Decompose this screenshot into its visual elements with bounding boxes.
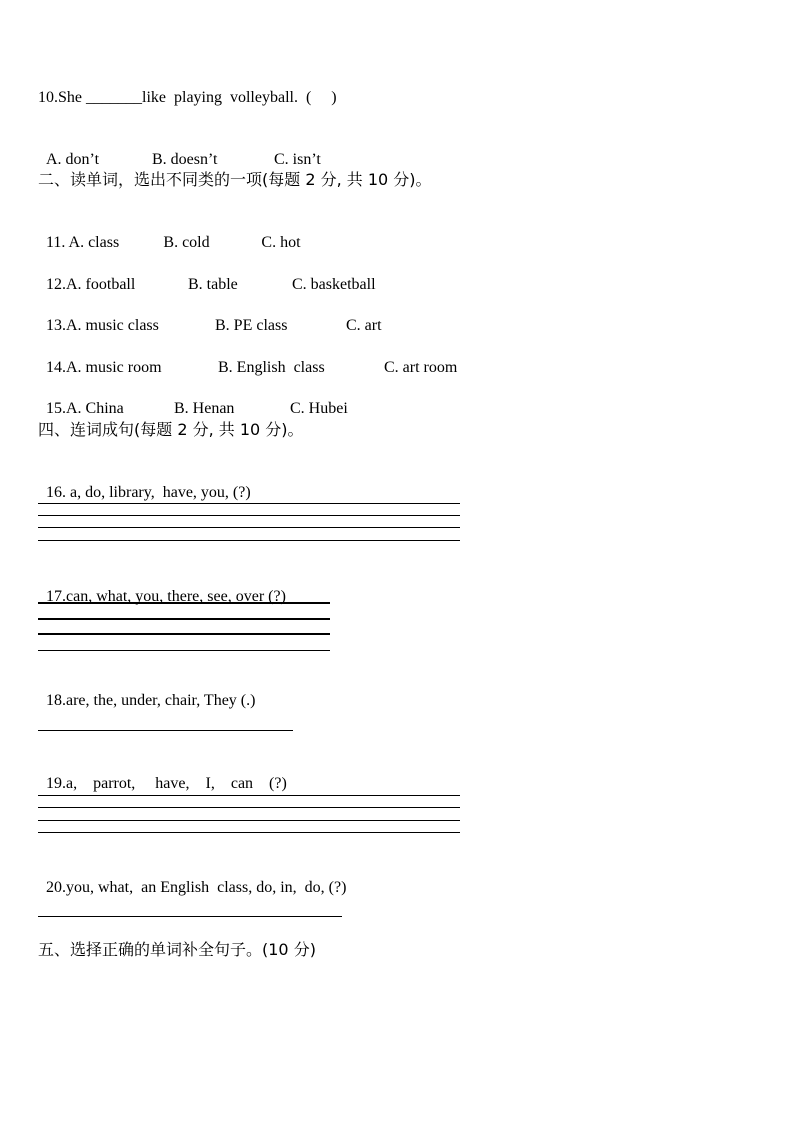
question-number: 12	[46, 276, 62, 293]
answer-line[interactable]	[38, 795, 460, 796]
answer-line[interactable]	[38, 650, 330, 651]
question-number: 11	[46, 234, 62, 251]
option-c: C. isn’t	[274, 151, 321, 168]
option-a: . A. class	[61, 234, 120, 251]
option-a: A. don’t	[46, 151, 100, 168]
option-b: B. English class	[218, 359, 325, 376]
question-12	[38, 255, 376, 295]
section-5-heading: 五、选择正确的单词补全句子。(10 分)	[38, 940, 316, 959]
question-18	[38, 671, 255, 711]
option-a: .A. China	[62, 400, 124, 417]
option-a: .A. music room	[62, 359, 162, 376]
scrambled-words: .can, what, you, there, see, over (?)	[62, 588, 286, 605]
option-b: B. Henan	[174, 400, 235, 417]
answer-line[interactable]	[38, 832, 460, 833]
question-17	[38, 567, 286, 607]
option-a: .A. music class	[62, 317, 159, 334]
answer-line[interactable]	[38, 515, 460, 516]
answer-line[interactable]	[38, 730, 293, 731]
answer-line[interactable]	[38, 540, 460, 541]
option-b: B. cold	[163, 234, 210, 251]
option-c: C. hot	[261, 234, 301, 251]
scrambled-words: .you, what, an English class, do, in, do, (?)	[62, 879, 347, 896]
answer-line[interactable]	[38, 527, 460, 528]
scrambled-words: . a, do, library, have, you, (?)	[62, 484, 251, 501]
scrambled-words: .are, the, under, chair, They (.)	[62, 692, 256, 709]
answer-line[interactable]	[38, 916, 342, 917]
question-14	[38, 338, 457, 378]
question-13	[38, 296, 382, 336]
question-19	[38, 754, 287, 794]
question-number: 13	[46, 317, 62, 334]
question-15	[38, 379, 348, 419]
question-10-options	[38, 130, 321, 170]
answer-line[interactable]	[38, 807, 460, 808]
option-c: C. art room	[384, 359, 458, 376]
question-10-stem: 10.She _______like playing volleyball. ( )	[38, 89, 337, 106]
answer-line[interactable]	[38, 602, 330, 604]
option-b: B. table	[188, 276, 238, 293]
question-11	[38, 213, 301, 253]
question-16	[38, 463, 251, 503]
option-a: .A. football	[62, 276, 136, 293]
question-number: 16	[46, 484, 62, 501]
question-number: 17	[46, 588, 62, 605]
option-b: B. PE class	[215, 317, 288, 334]
question-number: 18	[46, 692, 62, 709]
option-b: B. doesn’t	[152, 151, 218, 168]
answer-line[interactable]	[38, 820, 460, 821]
scrambled-words: .a, parrot, have, I, can (?)	[62, 775, 287, 792]
question-number: 19	[46, 775, 62, 792]
question-number: 15	[46, 400, 62, 417]
section-4-heading: 四、连词成句(每题 2 分, 共 10 分)。	[38, 420, 304, 439]
section-2-heading: 二、读单词，选出不同类的一项(每题 2 分, 共 10 分)。	[38, 170, 432, 189]
answer-line[interactable]	[38, 618, 330, 620]
option-c: C. basketball	[292, 276, 376, 293]
option-c: C. art	[346, 317, 382, 334]
answer-line[interactable]	[38, 503, 460, 504]
option-c: C. Hubei	[290, 400, 348, 417]
question-20	[38, 858, 346, 898]
question-number: 20	[46, 879, 62, 896]
question-number: 14	[46, 359, 62, 376]
answer-line[interactable]	[38, 633, 330, 635]
